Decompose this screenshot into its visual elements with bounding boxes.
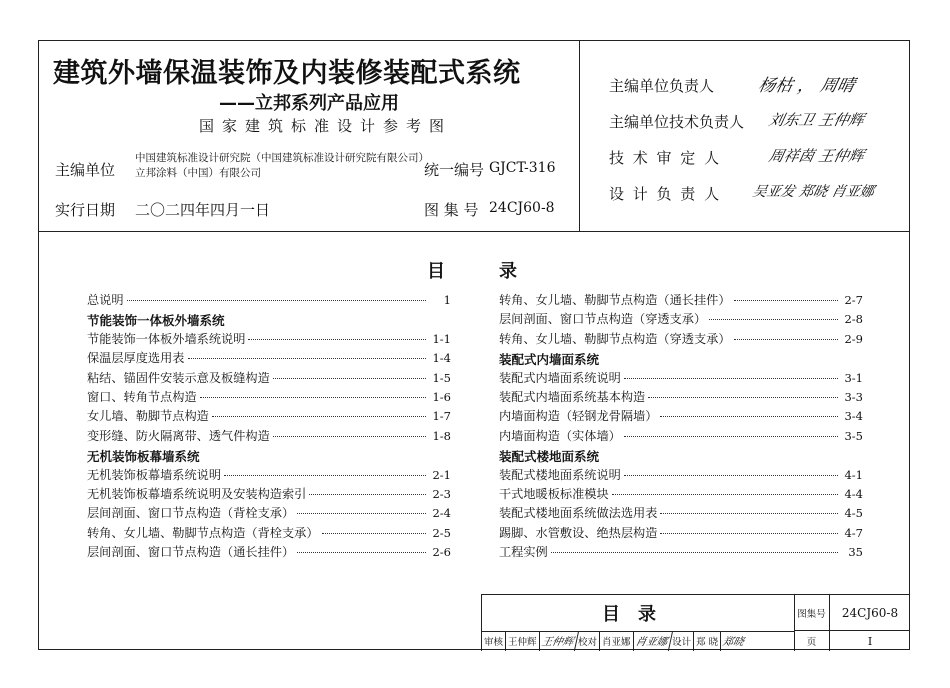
design-signature: 郑晓 [721,635,746,648]
toc-entry[interactable] [499,427,863,446]
toc-dot-leader [309,494,426,495]
toc-entry[interactable] [499,369,863,388]
toc-dot-leader [212,416,426,417]
toc-entry[interactable] [499,407,863,426]
toc-entry-page: 3-4 [844,409,863,424]
page-no: I [867,634,873,648]
toc-entry-page: 35 [848,545,863,560]
page-label: 页 [794,631,830,651]
review-name: 王仲辉 [506,631,540,651]
toc-entry-page: 2-4 [432,506,451,521]
editor-unit-line1: 中国建筑标准设计研究院（中国建筑标准设计研究院有限公司） [135,152,429,164]
signature-handwriting: 吴亚发 郑晓 肖亚娜 [751,184,876,200]
toc-entry-page: 1-8 [432,428,451,443]
toc-heading-left: 目 [427,261,445,282]
toc-entry-title: 装配式内墙面系统基本构造 [499,389,646,404]
toc-dot-leader [624,436,838,437]
toc-entry-title: 总说明 [87,293,124,307]
toc-dot-leader [322,533,426,534]
toc-entry-page: 1-4 [432,351,451,366]
atlas-no-label: 图集号 [794,595,830,631]
toc-entry-page: 2-3 [432,486,451,501]
toc-entry-title: 无机装饰板幕墙系统说明及安装构造索引 [87,486,307,501]
toc-entry[interactable] [499,310,863,329]
effective-date: 二〇二四年四月一日 [135,201,271,219]
signature-role: 技 术 审 定 人 [609,149,722,167]
toc-left-column [87,291,451,562]
toc-entry-title: 转角、女儿墙、勒脚节点构造（背栓支承） [87,525,319,540]
signature-role: 主编单位技术负责人 [609,113,745,131]
toc-entry-page: 3-1 [844,370,863,385]
toc-entry-page: 1-6 [432,389,451,404]
toc-section-heading: 无机装饰板幕墙系统 [87,448,200,464]
toc-entry-title: 内墙面构造（轻钢龙骨隔墙） [499,409,658,424]
toc-dot-leader [624,475,838,476]
toc-dot-leader [297,552,426,553]
toc-entry[interactable] [87,330,451,349]
toc-entry-title: 窗口、转角节点构造 [87,389,197,404]
toc-entry-title: 层间剖面、窗口节点构造（穿透支承） [499,312,707,327]
toc-entry[interactable] [87,485,451,504]
toc-section-heading: 装配式内墙面系统 [499,351,600,367]
toc-entry[interactable] [87,466,451,485]
check-name: 肖亚娜 [600,631,634,651]
toc-entry-title: 层间剖面、窗口节点构造（背栓支承） [87,506,295,521]
toc-entry-title: 女儿墙、勒脚节点构造 [87,409,209,424]
toc-entry-page: 4-5 [844,506,863,521]
toc-entry-page: 4-1 [844,467,863,482]
editor-unit-line2: 立邦涂料（中国）有限公司 [135,167,261,179]
toc-entry-page: 4-4 [844,486,863,501]
toc-entry[interactable] [87,427,451,446]
toc-dot-leader [660,513,838,514]
toc-dot-leader [273,378,426,379]
toc-dot-leader [273,436,426,437]
toc-dot-leader [224,475,426,476]
toc-section-heading: 节能装饰一体板外墙系统 [87,313,225,329]
toc-entry[interactable] [499,524,863,543]
toc-entry[interactable] [87,504,451,523]
toc-entry-page: 2-8 [844,312,863,327]
toc-entry-page: 2-5 [432,525,451,540]
toc-entry[interactable] [499,291,863,310]
toc-entry-page: 2-9 [844,331,863,346]
effective-date-label: 实行日期 [55,201,116,219]
signature-role: 主编单位负责人 [609,77,715,95]
toc-entry-page: 2-7 [844,293,863,307]
sheet-title: 目录 [482,595,795,632]
toc-entry[interactable] [499,330,863,349]
toc-entry-page: 2-1 [432,467,451,482]
toc-entry[interactable] [87,369,451,388]
toc-entry-title: 踢脚、水管敷设、绝热层构造 [499,525,658,540]
toc-entry-page: 1-5 [432,370,451,385]
toc-entry[interactable] [87,291,451,310]
toc-entry[interactable] [499,485,863,504]
toc-section-heading: 装配式楼地面系统 [499,448,600,464]
toc-entry-title: 装配式内墙面系统说明 [499,370,621,385]
drawing-frame [38,40,910,650]
toc-entry[interactable] [87,388,451,407]
atlas-subtitle: ——立邦系列产品应用 [219,93,399,114]
atlas-no-label: 图 集 号 [424,201,479,219]
toc-dot-leader [624,378,838,379]
toc-entry[interactable] [499,466,863,485]
toc-entry-title: 保温层厚度选用表 [87,351,185,366]
toc-dot-leader [297,513,426,514]
approval-row [482,631,795,651]
toc-entry[interactable] [499,388,863,407]
toc-entry-page: 3-3 [844,389,863,404]
toc-entry-page: 1-7 [432,409,451,424]
toc-entry-title: 节能装饰一体板外墙系统说明 [87,331,246,346]
toc-right-column [499,291,863,562]
toc-entry[interactable] [499,504,863,523]
toc-entry-title: 内墙面构造（实体墙） [499,428,621,443]
toc-dot-leader [127,300,426,301]
header [39,41,909,232]
toc-dot-leader [734,339,838,340]
toc-entry[interactable] [87,524,451,543]
toc-dot-leader [612,494,838,495]
header-left [39,41,580,231]
toc-heading-right: 录 [499,261,517,282]
toc-entry-page: 1 [443,293,451,307]
check-signature: 肖亚娜 [631,631,672,651]
toc-dot-leader [660,533,838,534]
title-block [481,594,910,651]
toc-entry[interactable] [87,349,451,368]
toc-entry-title: 无机装饰板幕墙系统说明 [87,467,222,482]
signature-panel [579,41,909,231]
design-label: 设计 [670,631,694,651]
reference-label: 国家建筑标准设计参考图 [199,117,453,135]
toc-dot-leader [200,397,426,398]
toc-entry-title: 干式地暖板标准模块 [499,486,609,501]
unified-no: GJCT-316 [489,160,556,176]
atlas-no: 24CJ60-8 [830,595,910,631]
signature-handwriting: 周祥茵 王仲辉 [766,147,866,165]
toc-entry-page: 3-5 [844,428,863,443]
unified-no-label: 统一编号 [424,161,485,179]
toc-entry-page: 1-1 [432,331,451,346]
toc-entry[interactable] [87,407,451,426]
toc-entry-title: 装配式楼地面系统说明 [499,467,621,482]
toc-entry-title: 工程实例 [499,545,548,560]
toc-dot-leader [551,552,838,553]
toc-entry-title: 转角、女儿墙、勒脚节点构造（通长挂件） [499,293,731,307]
review-signature: 王仲辉 [537,631,578,651]
toc-entry-title: 层间剖面、窗口节点构造（通长挂件） [87,545,295,560]
signature-handwriting: 刘东卫 王仲辉 [766,111,866,129]
toc-dot-leader [248,339,426,340]
toc-dot-leader [660,416,838,417]
toc-entry-title: 变形缝、防火隔离带、透气件构造 [87,428,270,443]
atlas-no: 24CJ60-8 [489,200,555,216]
toc-entry-page: 2-6 [432,545,451,560]
signature-role: 设 计 负 责 人 [609,185,722,203]
toc-entry[interactable] [87,543,451,562]
toc-entry-title: 装配式楼地面系统做法选用表 [499,506,658,521]
toc-entry-title: 转角、女儿墙、勒脚节点构造（穿透支承） [499,331,731,346]
check-label: 校对 [576,631,600,651]
toc-dot-leader [734,300,838,301]
toc-dot-leader [188,358,427,359]
toc-entry[interactable] [499,543,863,562]
editor-unit-label: 主编单位 [55,161,116,179]
design-name: 郑 晓 [694,631,721,651]
signature-handwriting: 杨枯 ， 周晴 [756,76,857,96]
atlas-title: 建筑外墙保温装饰及内装修装配式系统 [53,58,521,89]
toc-entry-page: 4-7 [844,525,863,540]
review-label: 审核 [482,631,506,651]
toc-dot-leader [709,319,838,320]
toc-dot-leader [648,397,838,398]
toc-entry-title: 粘结、锚固件安装示意及板缝构造 [87,370,270,385]
